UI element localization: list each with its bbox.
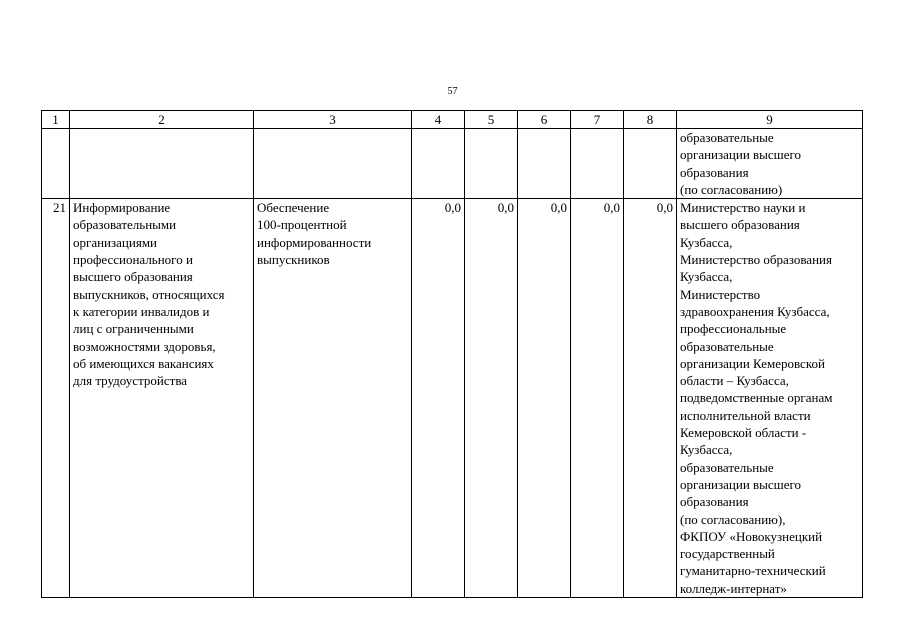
row-number: 21 — [42, 199, 70, 598]
executors-cell — [677, 199, 863, 598]
value-cell-8: 0,0 — [624, 199, 677, 598]
continuation-row — [42, 129, 863, 199]
text-line: здравоохранения Кузбасса, — [680, 303, 830, 319]
text-line: организации высшего — [680, 147, 801, 163]
text-line: колледж-интернат» — [680, 580, 787, 596]
text-line: образовательные — [680, 459, 774, 475]
text-line: образовательными — [73, 217, 177, 233]
text-line: государственный — [680, 546, 775, 562]
text-line: области – Кузбасса, — [680, 373, 789, 389]
table-row-21 — [42, 199, 863, 598]
text-line: для трудоустройства — [73, 373, 188, 389]
column-header-4: 4 — [412, 111, 465, 129]
expected-result-cell — [254, 199, 412, 598]
text-line: об имеющихся вакансиях — [73, 355, 214, 371]
column-header-5: 5 — [465, 111, 518, 129]
text-line: Кузбасса, — [680, 442, 733, 458]
page-number: 57 — [447, 86, 458, 97]
column-header-2: 2 — [70, 111, 254, 129]
text-line: Обеспечение — [257, 200, 330, 216]
text-line: Министерство образования — [680, 252, 832, 268]
text-line: профессиональные — [680, 321, 787, 337]
value-cell-7: 0,0 — [571, 199, 624, 598]
measures-table — [41, 110, 863, 598]
text-line: гуманитарно-технический — [680, 563, 826, 579]
text-line: Министерство — [680, 286, 761, 302]
text-line: лиц с ограниченными — [73, 321, 194, 337]
text-line: выпускников — [257, 252, 330, 268]
text-line: к категории инвалидов и — [73, 303, 210, 319]
text-line: организации высшего — [680, 476, 801, 492]
text-line: исполнительной власти — [680, 407, 811, 423]
column-header-7: 7 — [571, 111, 624, 129]
column-header-8: 8 — [624, 111, 677, 129]
text-line: Кемеровской области - — [680, 425, 807, 441]
text-line: образовательные — [680, 338, 774, 354]
text-line: 100-процентной — [257, 217, 347, 233]
column-header-9: 9 — [677, 111, 863, 129]
text-line: организации Кемеровской — [680, 355, 825, 371]
text-line: Министерство науки и — [680, 200, 806, 216]
text-line: образовательные — [680, 130, 774, 145]
text-line: Информирование — [73, 200, 171, 216]
text-line: (по согласованию), — [680, 511, 786, 527]
text-line: информированности — [257, 234, 372, 250]
measure-name-cell — [70, 199, 254, 598]
text-line: высшего образования — [680, 217, 800, 233]
continuation-executors-cell — [677, 129, 863, 199]
text-line: подведомственные органам — [680, 390, 833, 406]
text-line: выпускников, относящихся — [73, 286, 225, 302]
text-line: (по согласованию) — [680, 181, 783, 197]
column-number-row — [42, 111, 863, 129]
value-cell-5: 0,0 — [465, 199, 518, 598]
text-line: Кузбасса, — [680, 234, 733, 250]
text-line: ФКПОУ «Новокузнецкий — [680, 528, 823, 544]
text-line: возможностями здоровья, — [73, 338, 216, 354]
column-header-1: 1 — [42, 111, 70, 129]
text-line: Кузбасса, — [680, 269, 733, 285]
value-cell-4: 0,0 — [412, 199, 465, 598]
text-line: высшего образования — [73, 269, 193, 285]
value-cell-6: 0,0 — [518, 199, 571, 598]
text-line: образования — [680, 164, 749, 180]
text-line: образования — [680, 494, 749, 510]
column-header-6: 6 — [518, 111, 571, 129]
text-line: профессионального и — [73, 252, 193, 268]
text-line: организациями — [73, 234, 157, 250]
column-header-3: 3 — [254, 111, 412, 129]
